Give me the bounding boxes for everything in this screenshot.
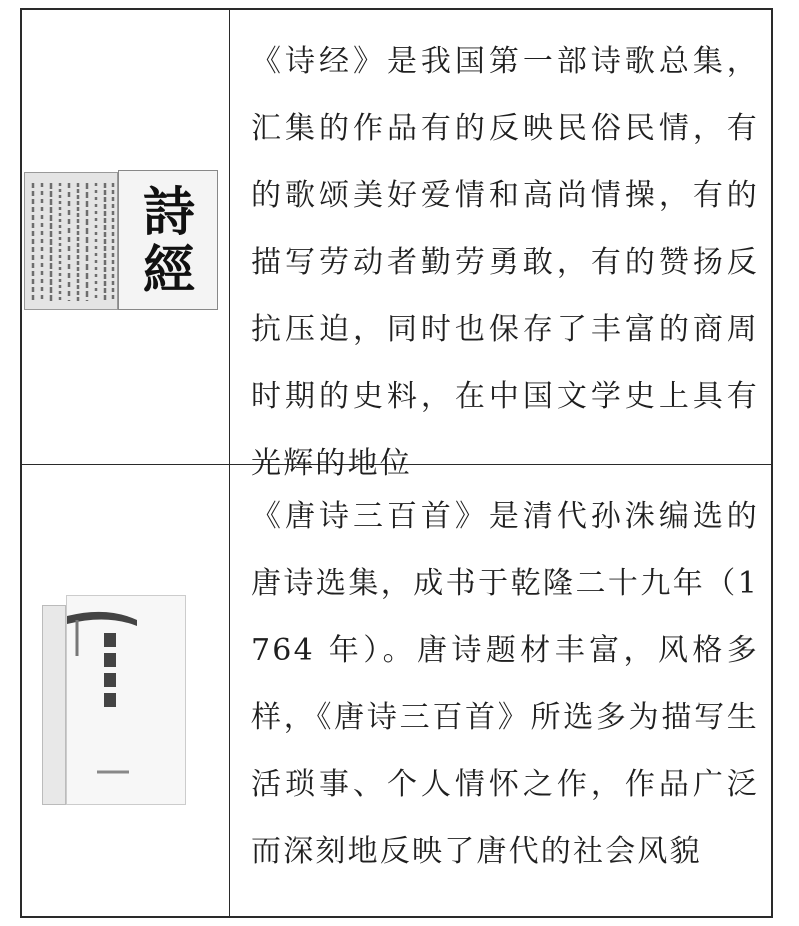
book-page-picture xyxy=(24,172,118,310)
tangshi-description: 《唐诗三百首》是清代孙洙编选的唐诗选集，成书于乾隆二十九年（1764 年）。唐诗题材丰富，风格多样，《唐诗三百首》所选多为描写生活琐事、个人情怀之作，作品广泛而深刻地反映了唐代的社会风貌 xyxy=(251,499,759,869)
image-cell xyxy=(22,465,230,916)
comparison-table xyxy=(20,8,773,918)
book-spine xyxy=(42,605,66,805)
book-cover-title-art xyxy=(100,631,120,725)
shijing-description: 《诗经》是我国第一部诗歌总集，汇集的作品有的反映民俗民情，有的歌颂美好爱情和高尚情操，有的描写劳动者勤劳勇敢，有的赞扬反抗压迫，同时也保存了丰富的商周时期的史料，在中国文学史上具有光辉的地位 xyxy=(251,44,759,481)
text-cell xyxy=(231,465,771,916)
book-cover xyxy=(66,595,186,805)
image-cell xyxy=(22,10,230,464)
tangshi-book-image xyxy=(42,595,212,805)
book-cover: 詩 經 xyxy=(118,170,218,310)
table-row xyxy=(22,10,771,481)
text-cell xyxy=(231,10,771,481)
table-row xyxy=(22,465,771,916)
